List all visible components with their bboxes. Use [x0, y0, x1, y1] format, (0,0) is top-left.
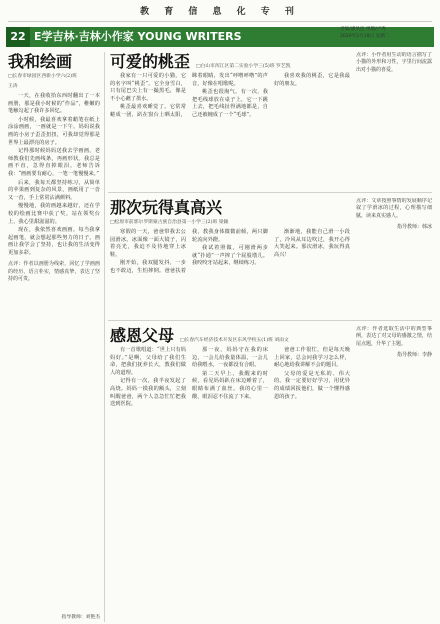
- article-comment: 点评：小作者用生动的语言描写了小猫的外形和习性，字里行间流露出对小猫的喜爱。: [356, 52, 432, 73]
- edition-meta: [340, 27, 440, 40]
- article-comment: 点评：作者选取生活中的典型事例，表达了对父母的感激之情，结尾点题，升华了主题。: [356, 326, 432, 347]
- article-paragraph: 记得那时候妈妈送我去学画画，老师教我们先画线条，再画形状。我总是画不直，急得直掉眼泪。老师告诉我：“画画要有耐心，一笔一笔慢慢来。”: [8, 148, 100, 177]
- row-divider: [108, 192, 432, 193]
- article-paragraph: 渐渐地，我能自己滑一小段了，冷风从耳边吹过，我开心得大笑起来。那次滑冰，我玩得真高兴！: [274, 229, 350, 258]
- comment-parents: [356, 326, 432, 622]
- article-paragraph: 现在，我依然喜欢画画。每当我拿起画笔，就会想起那些努力的日子。画画让我学会了坚持，也让我的生活变得更加多彩。: [8, 227, 100, 256]
- column-divider: [104, 52, 105, 622]
- article-paragraph: 第二天早上，我醒来的时候，看见妈妈趴在床边睡着了，眼睛布满了血丝。我的心里一酸，眼泪忍不住流了下来。: [192, 370, 268, 400]
- date-line: 2020年2月18日 星期二: [340, 33, 390, 39]
- article-paragraph: 父母的爱是无私的、伟大的。我一定要好好学习，用优异的成绩回报他们，做一个懂得感恩的孩子。: [274, 370, 350, 400]
- article-title: 可爱的桃歪: [110, 52, 191, 71]
- comment-cat: [356, 52, 432, 188]
- article-paragraph: 小时候，我最喜欢拿着蜡笔在纸上涂涂画画，一画就是一下午。妈妈说我画的小房子歪歪扭扭，可我却觉得那是世界上最漂亮的房子。: [8, 116, 100, 146]
- article-paragraph: 爸爸工作很忙，但是每天晚上回家，总会问我学习怎么样，耐心地给我讲解不会的题目。: [274, 347, 350, 369]
- article-byline: □长春汽车经济技术开发区东风学校五(1)班 刘雨文: [180, 338, 289, 343]
- article-paragraph: 那一夜，妈妈守在我的床边，一会儿给我量体温，一会儿给我喂水，一夜都没有合眼。: [192, 347, 268, 369]
- article-paragraph: 后来，我每天都坚持练习，从简单的苹果画到复杂的风景，画纸用了一沓又一沓，手上常常沾满颜料。: [8, 179, 100, 201]
- article-byline: □松原市前郭尔罗斯蒙古族自治县第一小学三(2)班 梁颖: [110, 220, 229, 225]
- article-skating: [110, 198, 350, 316]
- article-cat: [110, 52, 350, 188]
- article-teacher: 指导教师：韩冰: [396, 224, 432, 231]
- section-title: E学吉林·吉林小作家 YOUNG WRITERS: [34, 30, 242, 43]
- page-number: 22: [6, 27, 30, 47]
- article-parents: [110, 326, 350, 622]
- article-paragraph: 有一首歌唱道：“世上只有妈妈好。”是啊，父母给了我们生命，把我们抚养长大，教我们做人的道理。: [110, 347, 186, 376]
- article-teacher: 指导教师：李静: [396, 352, 432, 359]
- article-paragraph: 记得有一次，我半夜发起了高烧。妈妈一摸我的额头，立刻叫醒爸爸，两个人急急忙忙把我送到医院。: [110, 378, 186, 408]
- article-comment: 点评：作者以画册为线索，回忆了学画画的经历，语言朴实，情感真挚，表达了坚持的可贵。: [8, 261, 100, 283]
- article-paragraph: 桃歪也很淘气。有一次，我把毛线球放在桌子上，它一下跳上去，把毛线扯得满地都是，自己还被缠成了一个“毛球”。: [192, 89, 268, 118]
- page-body: [8, 52, 432, 622]
- comment-skating: [356, 198, 432, 316]
- article-title: 我和绘画: [8, 52, 73, 71]
- editor-line: 责编/潘凤连 组版/卢秀: [340, 27, 386, 32]
- row-divider: [108, 320, 432, 321]
- article-title: 那次玩得真高兴: [110, 198, 223, 217]
- article-comment: 点评：文章按照事情的发展顺序记叙了学滑冰的过程，心理描写细腻，读来真实感人。: [356, 198, 432, 219]
- article-paragraph: 我试着照做，可刚滑两步就“扑通”一声摔了个屁股墩儿。我咬咬牙站起来，继续练习。: [192, 245, 268, 267]
- article-drawing: [8, 52, 100, 622]
- article-paragraph: 我喜欢我的桃歪，它是我最好的朋友。: [274, 73, 350, 87]
- article-paragraph: 刚开始，我双腿发抖，一步也不敢迈，生怕摔倒。爸爸扶着我，教我身体微微前倾，两只脚轮流向外蹬。: [110, 229, 268, 274]
- article-byline: □白山市浑江区第二实验小学三(5)班 罗艺凯: [196, 64, 291, 69]
- article-paragraph: 寒假的一天，爸爸带我去公园滑冰。冰面像一面大镜子，闪着亮光，我迫不及待地穿上冰鞋。: [110, 229, 186, 258]
- article-teacher: 指导教师：刘艳杰: [61, 615, 100, 621]
- article-title: 感恩父母: [110, 326, 175, 345]
- article-paragraph: 桃歪最喜欢睡觉了。它常常蜷成一团，趴在窗台上晒太阳，眯着眼睛，发出“呼噜呼噜”的声音，好像在唱歌呢。: [110, 73, 268, 118]
- article-paragraph: 一天，在我收拾东西时翻出了一本画册，那是我小时候的“作品”，稚嫩的笔触勾起了我许多回忆。: [8, 93, 100, 115]
- article-paragraph: 我家有一只可爱的小猫，它的名字叫“桃歪”。它全身雪白，只有尾巴尖上有一撮黑毛，像是不小心蘸了墨水。: [110, 73, 186, 102]
- page-motto: 教 育 信 息 化 专 刊: [140, 7, 300, 17]
- article-paragraph: 慢慢地，我的画越来越好，还在学校的绘画比赛中获了奖。站在领奖台上，我心里甜滋滋的。: [8, 203, 100, 225]
- article-author: 王涛: [8, 84, 18, 89]
- article-byline: □长春市绿园区西新小学六(2)班: [8, 74, 77, 79]
